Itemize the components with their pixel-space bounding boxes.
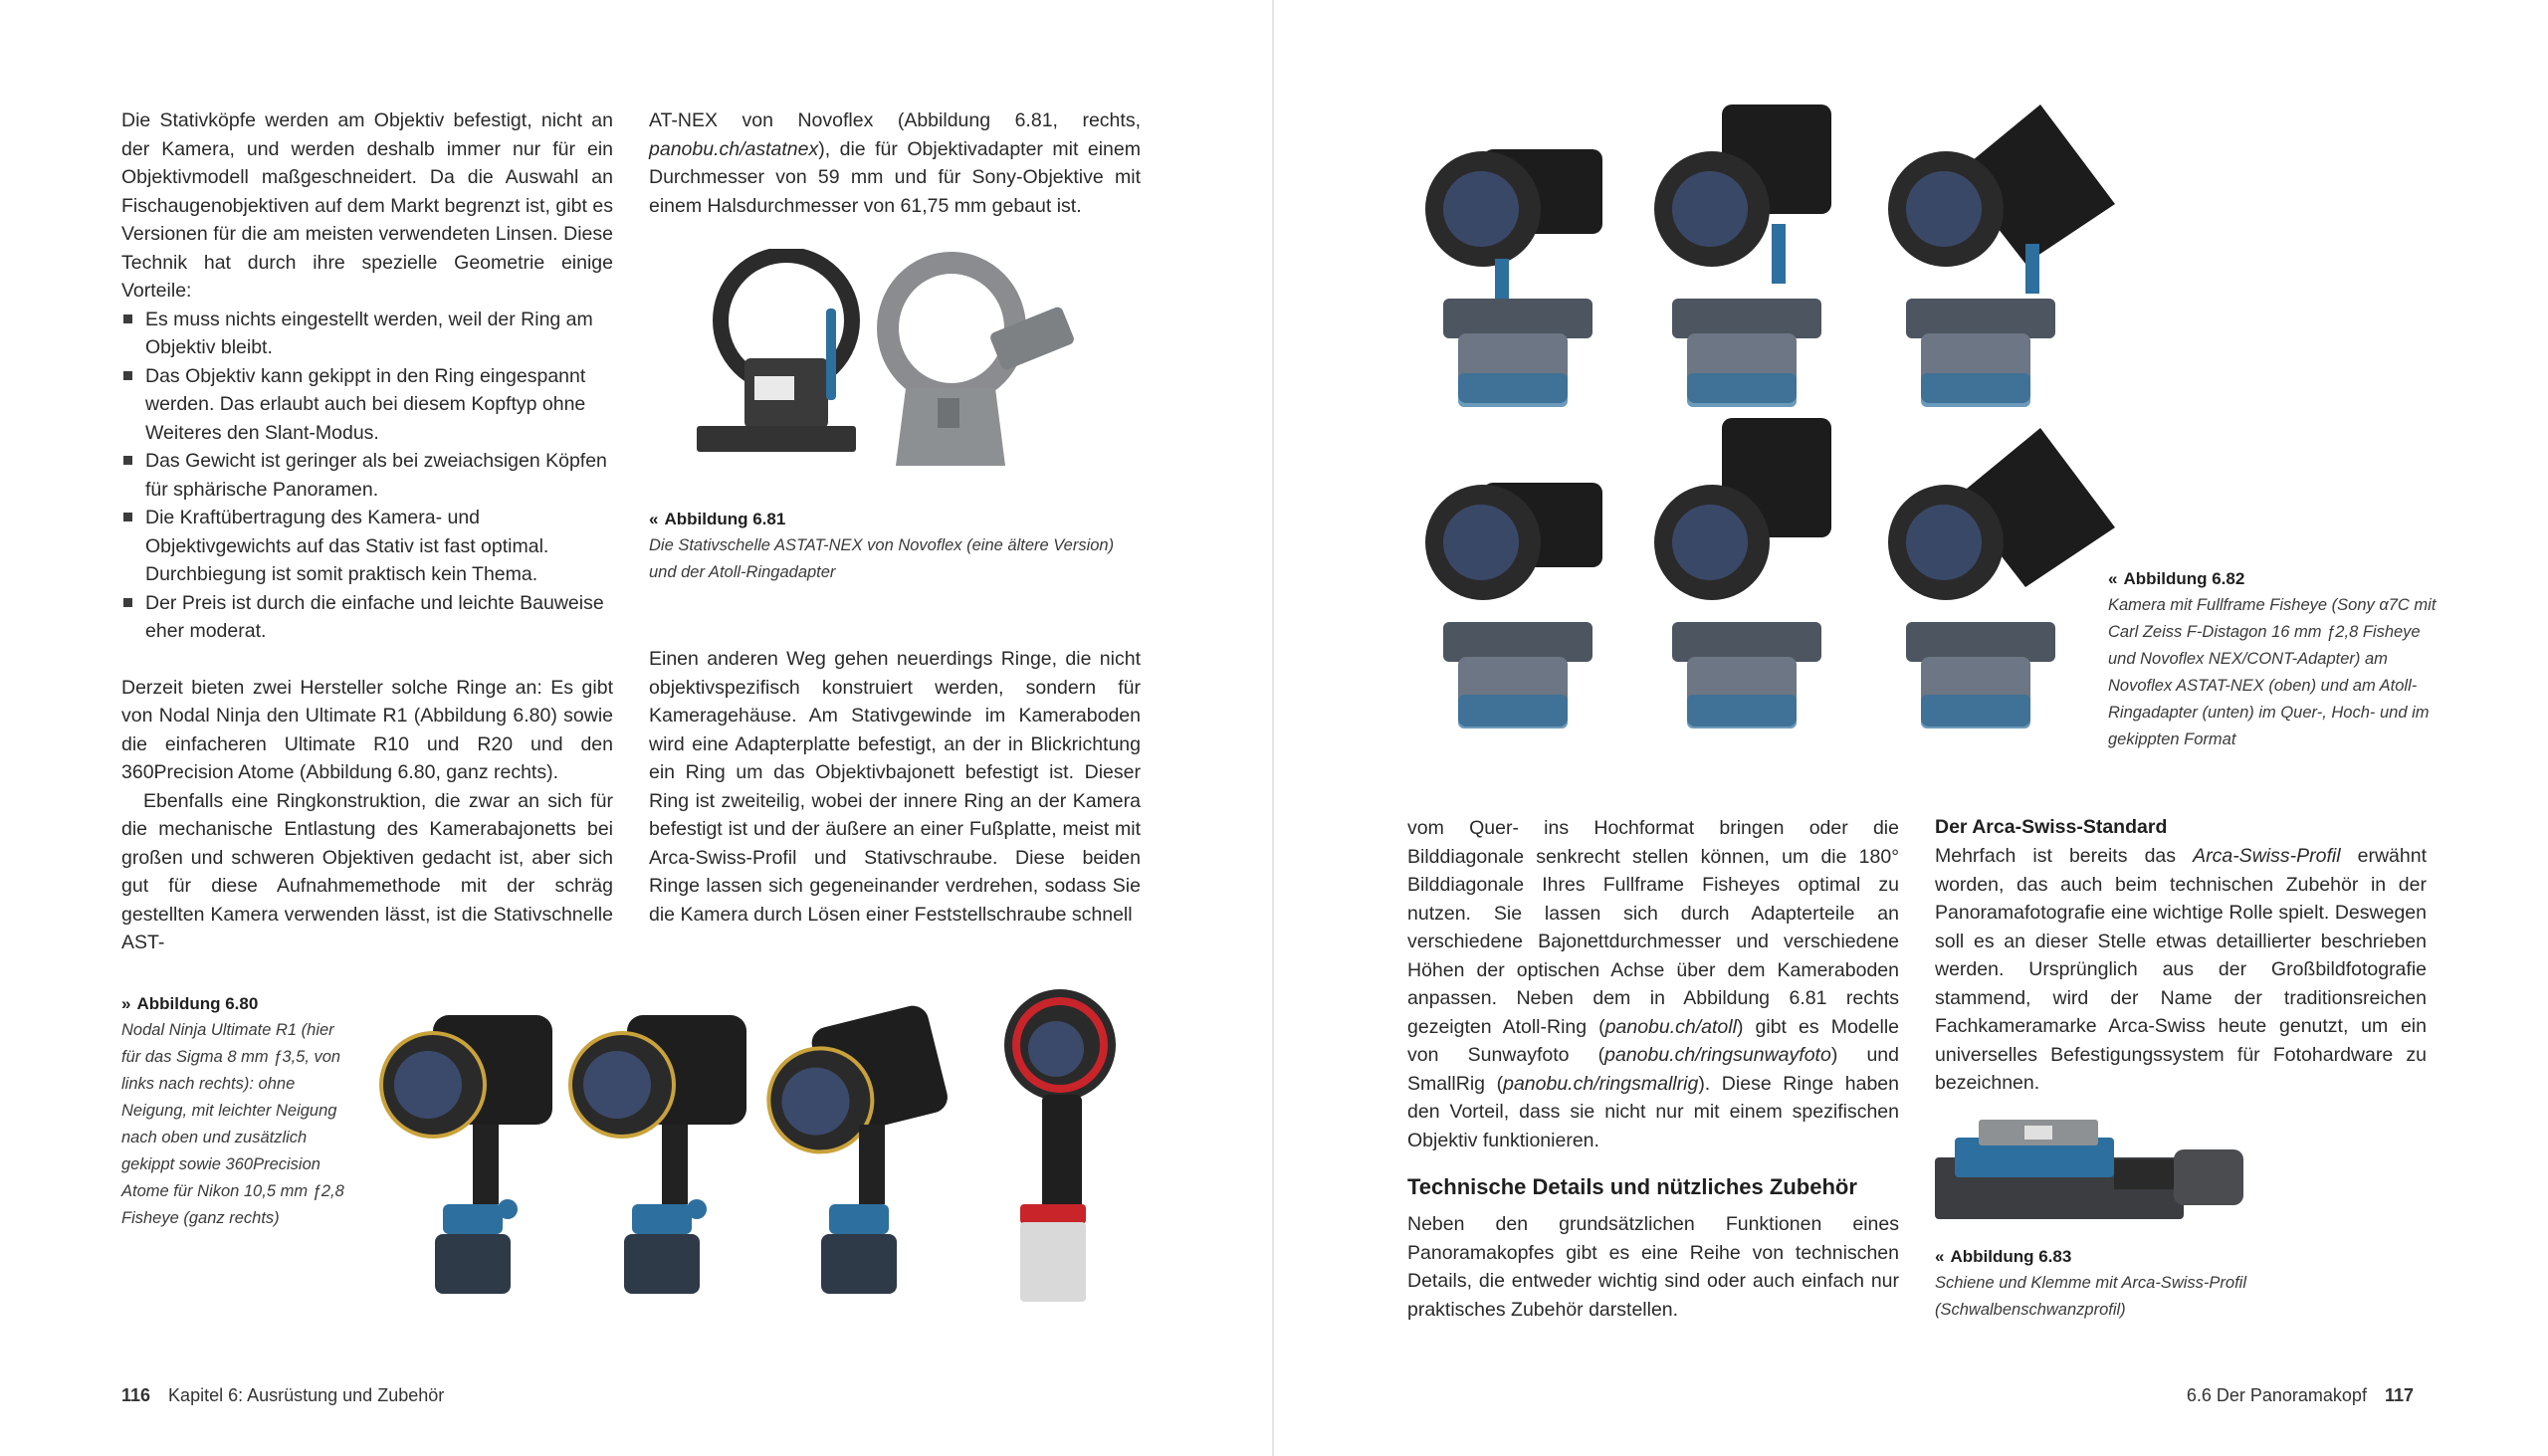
- page-number: 116: [121, 1385, 151, 1405]
- right-column-1b: [1407, 1210, 1899, 1324]
- left-footer: [121, 1385, 444, 1406]
- link-astatnex[interactable]: panobu.ch/astatnex: [649, 137, 819, 160]
- figure-6-80-image: [373, 985, 1169, 1324]
- arrow-up-icon: «: [1935, 1247, 1945, 1266]
- lens-atome: [1004, 989, 1116, 1302]
- link-atoll[interactable]: panobu.ch/atoll: [1604, 1015, 1737, 1038]
- running-head: 6.6 Der Panoramakopf: [2186, 1385, 2367, 1405]
- figure-6-80-caption: » Abbildung 6.80 Nodal Ninja Ultimate R1 (hier für das Sigma 8 mm ƒ3,5, von links nach rechts): ohne Neigung, mit leichter Neigung nach oben und zusätzlich gekippt sowie 360Precision Atome für Nikon 10,5 mm ƒ2,8 Fisheye (ganz rechts): [121, 994, 344, 1227]
- link-sunwayfoto[interactable]: panobu.ch/ringsunwayfoto: [1604, 1044, 1831, 1066]
- figure-6-81-caption: « Abbildung 6.81 Die Stativschelle ASTAT-NEX von Novoflex (eine ältere Version) und der Atoll-Ringadapter: [649, 510, 1115, 581]
- paragraph: Neben den grundsätzlichen Funktionen eines Panoramakopfes gibt es eine Reihe von technischen Details, die entweder wichtig sind oder auch einfach nur praktisches Zubehör darstellen.: [1407, 1213, 1899, 1321]
- figure-6-81-image: [677, 249, 1095, 488]
- list-item: Das Gewicht ist geringer als bei zweiachsigen Köpfen für sphärische Panoramen.: [121, 447, 613, 504]
- list-item: Es muss nichts eingestellt werden, weil der Ring am Objektiv bleibt.: [121, 306, 613, 362]
- paragraph: Mehrfach ist bereits das Arca-Swiss-Profil erwähnt worden, das auch beim technischen Zubehör in der Panoramafotografie eine wichtige Rolle spielt. Deswegen soll es an dieser Stelle etwas detaillierter beschrieben werden. Ursprünglich aus der Großbildfotografie stammend, wird der Name der traditionsreichen Fachkameramarke Arca-Swiss heute genutzt, um ein universelles Befestigungssystem für Fotohardware zu bezeichnen.: [1935, 845, 2427, 1094]
- section-heading: Technische Details und nützliches Zubehör: [1407, 1174, 1857, 1199]
- page-number: 117: [2384, 1385, 2414, 1405]
- left-column-2b: [649, 645, 1141, 929]
- camera-tilted-1: [570, 1015, 746, 1294]
- paragraph: vom Quer- ins Hochformat bringen oder die Bilddiagonale senkrecht stellen können, um die 180° Bilddiagonale Ihres Fullframe Fisheyes optimal zu nutzen. Sie lassen sich durch Adapterteile an verschiedene Bajonettdurchmesser und verschiedene Höhen der optischen Achse über dem Kameraboden anpassen. Neben dem in Abbildung 6.81 rechts gezeigten Atoll-Ring (panobu.ch/atoll) gibt es Modelle von Sunwayfoto (panobu.ch/ringsunwayfoto) und SmallRig (panobu.ch/ringsmallrig). Diese Ringe haben den Vorteil, dass sie nicht nur mit einem spezifischen Objektiv funktionieren.: [1407, 817, 1899, 1151]
- paragraph: Die Stativköpfe werden am Objektiv befestigt, nicht an der Kamera, und werden deshalb immer nur für ein Objektivmodell maßgeschneidert. Da die Auswahl an Fischaugenobjektiven auf dem Markt begrenzt ist, gibt es Versionen für die am meisten verwendeten Linsen. Diese Technik hat durch ihre spezielle Geometrie einige Vorteile:: [121, 109, 613, 302]
- paragraph: Einen anderen Weg gehen neuerdings Ringe, die nicht objektivspezifisch konstruiert werden, sondern für Kameragehäuse. Am Stativgewinde im Kameraboden wird eine Adapterplatte befestigt, an der in Blickrichtung ein Ring um das Objektivbajonett befestigt ist. Dieser Ring ist zweiteilig, wobei der innere Ring an der Kamera befestigt ist und der äußere an einer Fußplatte, meist mit Arca-Swiss-Profil und Stativschraube. Diese beiden Ringe lassen sich gegeneinander verdrehen, sodass Sie die Kamera durch Lösen einer Feststellschraube schnell: [649, 648, 1141, 926]
- link-smallrig[interactable]: panobu.ch/ringsmallrig: [1503, 1072, 1699, 1095]
- paragraph: Derzeit bieten zwei Hersteller solche Ringe an: Es gibt von Nodal Ninja den Ultimate R1 (Abbildung 6.80) sowie die einfacheren Ultimate R10 und R20 und den 360Precision Atome (Abbildung 6.80, ganz rechts).: [121, 676, 613, 783]
- figure-6-83-image: [1935, 1110, 2253, 1229]
- left-column-1: [121, 106, 613, 957]
- arrow-up-icon: «: [649, 510, 659, 528]
- figure-6-82-caption: « Abbildung 6.82 Kamera mit Fullframe Fisheye (Sony α7C mit Carl Zeiss F-Distagon 16 mm ƒ2,8 Fisheye und Novoflex NEX/CONT-Adapter) am Novoflex ASTAT-NEX (oben) und am Atoll-Ringadapter (unten) im Quer-, Hoch- und im gekippten Format: [2108, 569, 2437, 748]
- right-footer: [2187, 1385, 2414, 1406]
- camera-tilted-2: [753, 1002, 954, 1294]
- list-item: Der Preis ist durch die einfache und leichte Bauweise eher moderat.: [121, 589, 613, 646]
- list-item: Die Kraftübertragung des Kamera- und Objektivgewichts auf das Stativ ist fast optimal. Durchbiegung ist somit praktisch kein Thema.: [121, 504, 613, 589]
- arrow-left-icon: «: [2108, 569, 2118, 588]
- paragraph: Ebenfalls eine Ringkonstruktion, die zwar an sich für die mechanische Entlastung des Kamerabajonetts bei großen und schweren Objektiven gedacht ist, aber sich gut für diese Aufnahmemethode mit der schräg gestellten Kamera verwenden lässt, ist die Stativschnelle AST-: [121, 789, 613, 953]
- right-page: [1274, 0, 2548, 1456]
- list-item: Das Objektiv kann gekippt in den Ring eingespannt werden. Das erlaubt auch bei diesem Kopftyp ohne Weiteres den Slant-Modus.: [121, 362, 613, 448]
- camera-grid: [1425, 104, 2118, 728]
- arrow-right-icon: »: [121, 994, 131, 1013]
- left-column-2: [649, 106, 1141, 220]
- advantages-list: [121, 306, 613, 646]
- running-head: Kapitel 6: Ausrüstung und Zubehör: [168, 1385, 445, 1405]
- camera-tilted-0: [381, 1015, 552, 1294]
- figure-6-83-caption: « Abbildung 6.83 Schiene und Klemme mit Arca-Swiss-Profil (Schwalbenschwanzprofil): [1935, 1247, 2246, 1319]
- right-column-2: [1935, 842, 2427, 1098]
- paragraph: AT-NEX von Novoflex (Abbildung 6.81, rechts, panobu.ch/astatnex), die für Objektivadapter mit einem Durchmesser von 59 mm und für Sony-Objektive mit einem Halsdurchmesser von 61,75 mm gebaut ist.: [649, 109, 1141, 217]
- subsection-heading: Der Arca-Swiss-Standard: [1935, 816, 2168, 838]
- right-column-1: [1407, 814, 1899, 1154]
